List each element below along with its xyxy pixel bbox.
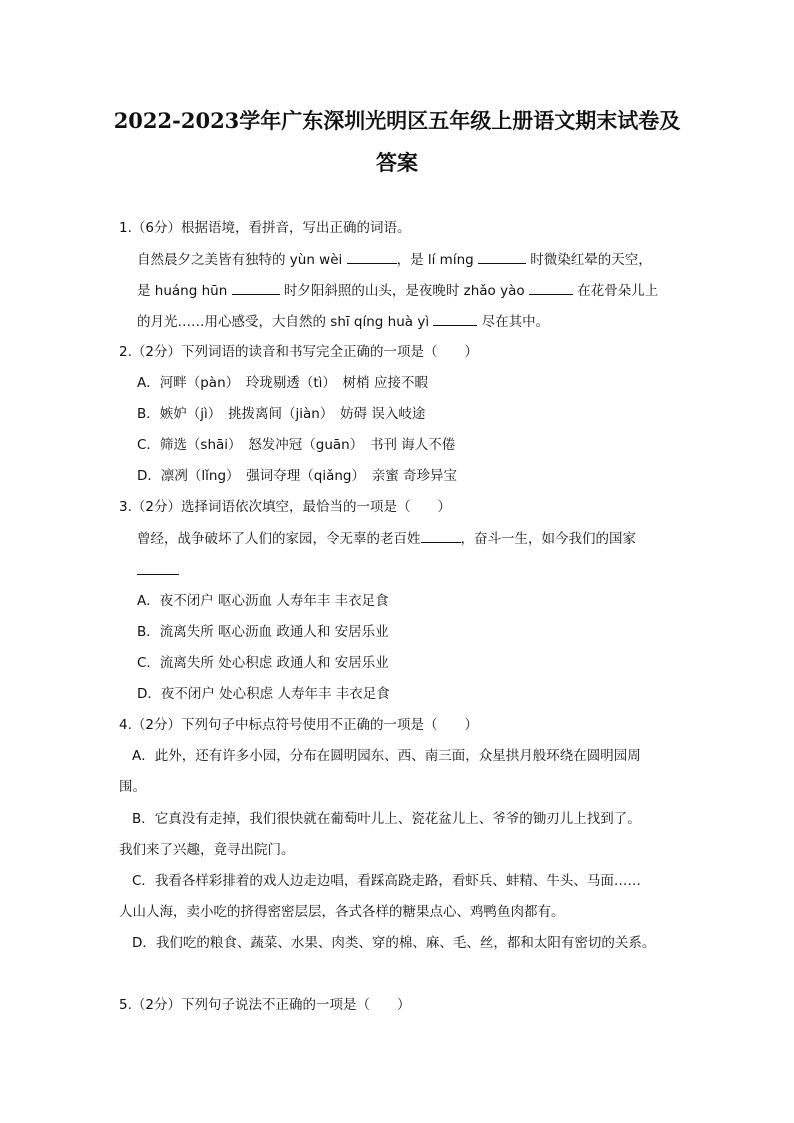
question-2-option-d: D．凛冽（lǐng） 强词夺理（qiǎng） 亲蜜 奇珍异宝 xyxy=(137,468,458,484)
question-1-line-1: 自然晨夕之美皆有独特的 yùn wèi ，是 lí míng 时微染红晕的天空， xyxy=(137,249,652,270)
question-4-option-b-line-1: B．它真没有走掉，我们很快就在葡萄叶儿上、瓷花盆儿上、爷爷的锄刃儿上找到了。 xyxy=(132,811,641,827)
question-3-sentence: 曾经，战争破坏了人们的家园，令无辜的老百姓 ，奋斗一生，如今我们的国家 xyxy=(137,528,636,549)
question-2-option-a: A．河畔（pàn） 玲珑剔透（tì） 树梢 应接不暇 xyxy=(137,375,428,391)
question-3-option-b: B．流离失所 呕心沥血 政通人和 安居乐业 xyxy=(137,624,389,640)
answer-blank xyxy=(421,528,461,543)
question-4-option-c-line-2: 人山人海，卖小吃的挤得密密层层，各式各样的糖果点心、鸡鸭鱼肉都有。 xyxy=(119,904,565,920)
answer-blank xyxy=(347,249,397,264)
question-3-option-d: D．夜不闭户 处心积虑 人寿年丰 丰衣足食 xyxy=(137,686,390,702)
question-3-sentence-cont xyxy=(137,560,179,581)
question-3-option-c: C．流离失所 处心积虑 政通人和 安居乐业 xyxy=(137,655,389,671)
page-title: 2022-2023学年广东深圳光明区五年级上册语文期末试卷及答案 xyxy=(113,108,681,175)
question-5-stem: 5.（2分）下列句子说法不正确的一项是（ ） xyxy=(119,997,411,1013)
question-4-option-a-line-2: 围。 xyxy=(119,779,146,795)
answer-blank xyxy=(232,280,280,295)
answer-blank xyxy=(137,560,179,575)
question-1-line-3: 的月光……用心感受，大自然的 shī qíng huà yì 尽在其中。 xyxy=(137,311,549,332)
question-4-stem: 4.（2分）下列句子中标点符号使用不正确的一项是（ ） xyxy=(119,717,478,733)
question-2-stem: 2.（2分）下列词语的读音和书写完全正确的一项是（ ） xyxy=(119,344,478,360)
question-1-line-2: 是 huáng hūn 时夕阳斜照的山头，是夜晚时 zhǎo yào 在花骨朵儿上 xyxy=(137,280,658,301)
question-3-option-a: A．夜不闭户 呕心沥血 人寿年丰 丰衣足食 xyxy=(137,593,389,609)
question-4-option-d: D．我们吃的粮食、蔬菜、水果、肉类、穿的棉、麻、毛、丝，都和太阳有密切的关系。 xyxy=(132,935,656,951)
question-2-option-c: C．筛选（shāi） 怒发冲冠（guān） 书刊 诲人不倦 xyxy=(137,437,456,453)
answer-blank xyxy=(478,249,526,264)
question-1-stem: 1.（6分）根据语境，看拼音，写出正确的词语。 xyxy=(119,220,411,236)
answer-blank xyxy=(529,280,573,295)
answer-blank xyxy=(433,311,477,326)
question-2-option-b: B．嫉妒（jì） 挑拨离间（jiàn） 妨碍 误入岐途 xyxy=(137,406,426,422)
question-4-option-a-line-1: A．此外，还有许多小园，分布在圆明园东、西、南三面，众星拱月般环绕在圆明园周 xyxy=(132,748,641,764)
question-4-option-c-line-1: C．我看各样彩排着的戏人边走边唱，看踩高跷走路，看虾兵、蚌精、牛头、马面…… xyxy=(132,873,641,889)
question-4-option-b-line-2: 我们来了兴趣，竟寻出院门。 xyxy=(119,842,295,858)
question-3-stem: 3.（2分）选择词语依次填空，最恰当的一项是（ ） xyxy=(119,499,451,515)
